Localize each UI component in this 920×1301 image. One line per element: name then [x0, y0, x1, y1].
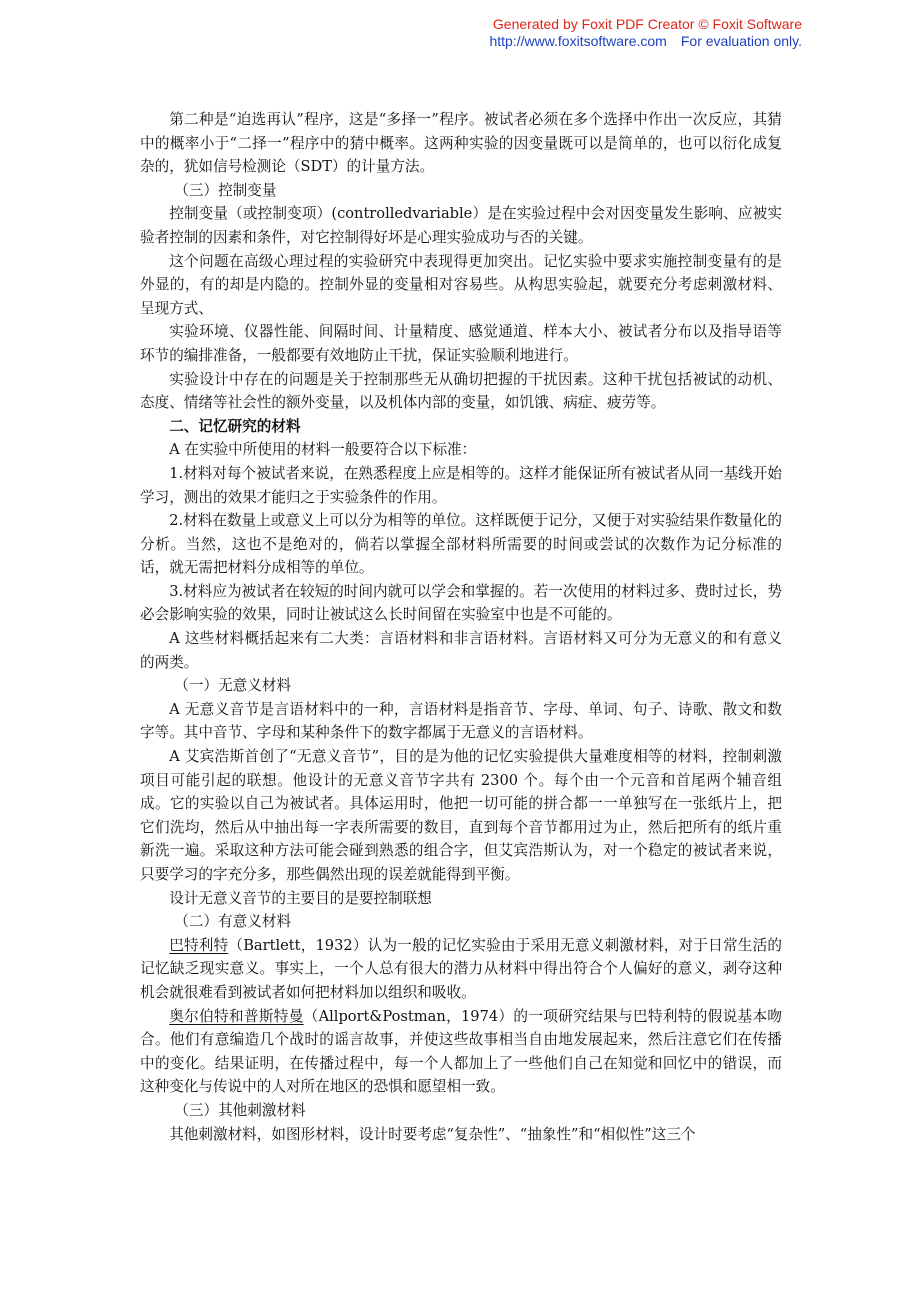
paragraph-text: 实验设计中存在的问题是关于控制那些无从确切把握的干扰因素。这种干扰包括被试的动机、态度、情绪等社会性的额外变量，以及机体内部的变量，如饥饿、病症、疲劳等。 — [140, 370, 782, 412]
body-paragraph — [140, 438, 782, 462]
paragraph-text: A 这些材料概括起来有二大类：言语材料和非言语材料。言语材料又可分为无意义的和有意义的两类。 — [140, 630, 782, 671]
section-subheading — [140, 674, 782, 698]
paragraph-text: 二、记忆研究的材料 — [169, 417, 301, 435]
underlined-author-name: 巴特利特 — [169, 936, 229, 954]
watermark-creator-text: Generated by Foxit PDF Creator © Foxit Software — [492, 16, 802, 32]
body-paragraph — [140, 202, 782, 249]
section-subheading — [140, 179, 782, 203]
paragraph-text: 这个问题在高级心理过程的实验研究中表现得更加突出。记忆实验中要求实施控制变量有的是外显的，有的却是内隐的。控制外显的变量相对容易些。从构思实验起，就要充分考虑刺激材料、呈现方式、 — [140, 252, 782, 317]
body-paragraph — [140, 368, 782, 415]
body-paragraph — [140, 250, 782, 321]
body-paragraph — [140, 462, 782, 509]
paragraph-text: A 无意义音节是言语材料中的一种，言语材料是指音节、字母、单词、句子、诗歌、散文和数字等。其中音节、字母和某种条件下的数字都属于无意义的言语材料。 — [140, 700, 782, 742]
evaluation-watermark — [489, 16, 802, 50]
body-paragraph — [140, 1005, 782, 1099]
body-paragraph — [140, 698, 782, 745]
document-body — [140, 108, 782, 1146]
paragraph-text: 2.材料在数量上或意义上可以分为相等的单位。这样既便于记分，又便于对实验结果作数量化的分析。当然，这也不是绝对的，倘若以掌握全部材料所需要的时间或尝试的次数作为记分标准的话，就无需把材料分成相等的单位。 — [140, 512, 782, 577]
paragraph-text: （二）有意义材料 — [174, 913, 292, 931]
paragraph-text: 3.材料应为被试者在较短的时间内就可以学会和掌握的。若一次使用的材料过多、费时过长，势必会影响实验的效果，同时让被试这么长时间留在实验室中也是不可能的。 — [140, 582, 782, 624]
paragraph-text: （Bartlett，1932）认为一般的记忆实验由于采用无意义刺激材料，对于日常生活的记忆缺乏现实意义。事实上，一个人总有很大的潜力从材料中得出符合个人偏好的意义，剥夺这种机会就很难看到被试者如何把材料加以组织和吸收。 — [140, 936, 782, 1001]
paragraph-text: 其他刺激材料，如图形材料，设计时要考虑“复杂性”、“抽象性”和“相似性”这三个 — [169, 1125, 696, 1143]
section-heading — [140, 415, 782, 439]
body-paragraph — [140, 320, 782, 367]
body-paragraph — [140, 509, 782, 580]
body-paragraph — [140, 934, 782, 1005]
watermark-evaluation-note: For evaluation only. — [680, 33, 802, 49]
paragraph-text: 1.材料对每个被试者来说，在熟悉程度上应是相等的。这样才能保证所有被试者从同一基线开始学习，测出的效果才能归之于实验条件的作用。 — [140, 464, 782, 506]
paragraph-text: （Allport&Postman，1974）的一项研究结果与巴特利特的假说基本吻合。他们有意编造几个战时的谣言故事，并使这些故事相当自由地发展起来，然后注意它们在传播中的变化。结果证明，在传播过程中，每一个人都加上了一些他们自己在知觉和回忆中的错误，而这种变化与传说中的人对所在地区的恐惧和愿望相一致。 — [140, 1007, 782, 1096]
body-paragraph — [140, 580, 782, 627]
body-paragraph — [140, 108, 782, 179]
paragraph-text: （三）控制变量 — [174, 181, 277, 199]
paragraph-text: A 在实验中所使用的材料一般要符合以下标准： — [169, 441, 477, 459]
body-paragraph — [140, 887, 782, 911]
section-subheading — [140, 1099, 782, 1123]
section-subheading — [140, 910, 782, 934]
paragraph-text: 设计无意义音节的主要目的是要控制联想 — [169, 889, 432, 907]
watermark-url-link[interactable]: http://www.foxitsoftware.com — [489, 33, 667, 49]
paragraph-text: （一）无意义材料 — [174, 677, 292, 695]
paragraph-text: A 艾宾浩斯首创了“无意义音节”，目的是为他的记忆实验提供大量难度相等的材料，控制刺激项目可能引起的联想。他设计的无意义音节字共有 2300 个。每个由一个元音和首尾两个辅音组成。它的实验以自己为被试者。具体运用时，他把一切可能的拼合都一一单独写在一张纸片上，把它们洗均，然后从中抽出每一字表所需要的数目，直到每个音节都用过为止，然后把所有的纸片重新洗一遍。采取这种方法可能会碰到熟悉的组合字，但艾宾浩斯认为，对一个稳定的被试者来说，只要学习的字充分多，那些偶然出现的误差就能得到平衡。 — [140, 748, 782, 883]
body-paragraph — [140, 745, 782, 887]
body-paragraph — [140, 1123, 782, 1147]
paragraph-text: （三）其他刺激材料 — [174, 1101, 306, 1119]
paragraph-text: 控制变量（或控制变项）(controlledvariable）是在实验过程中会对因变量发生影响、应被实验者控制的因素和条件，对它控制得好坏是心理实验成功与否的关键。 — [140, 205, 782, 246]
paragraph-text: 第二种是“迫选再认”程序，这是“多择一”程序。被试者必须在多个选择中作出一次反应，其猜中的概率小于“二择一”程序中的猜中概率。这两种实验的因变量既可以是简单的，也可以衍化成复杂的，犹如信号检测论（SDT）的计量方法。 — [140, 111, 782, 176]
paragraph-text: 实验环境、仪器性能、间隔时间、计量精度、感觉通道、样本大小、被试者分布以及指导语等环节的编排准备，一般都要有效地防止干扰，保证实验顺利地进行。 — [140, 323, 782, 364]
underlined-author-name: 奥尔伯特和普斯特曼 — [169, 1007, 304, 1025]
body-paragraph — [140, 627, 782, 674]
